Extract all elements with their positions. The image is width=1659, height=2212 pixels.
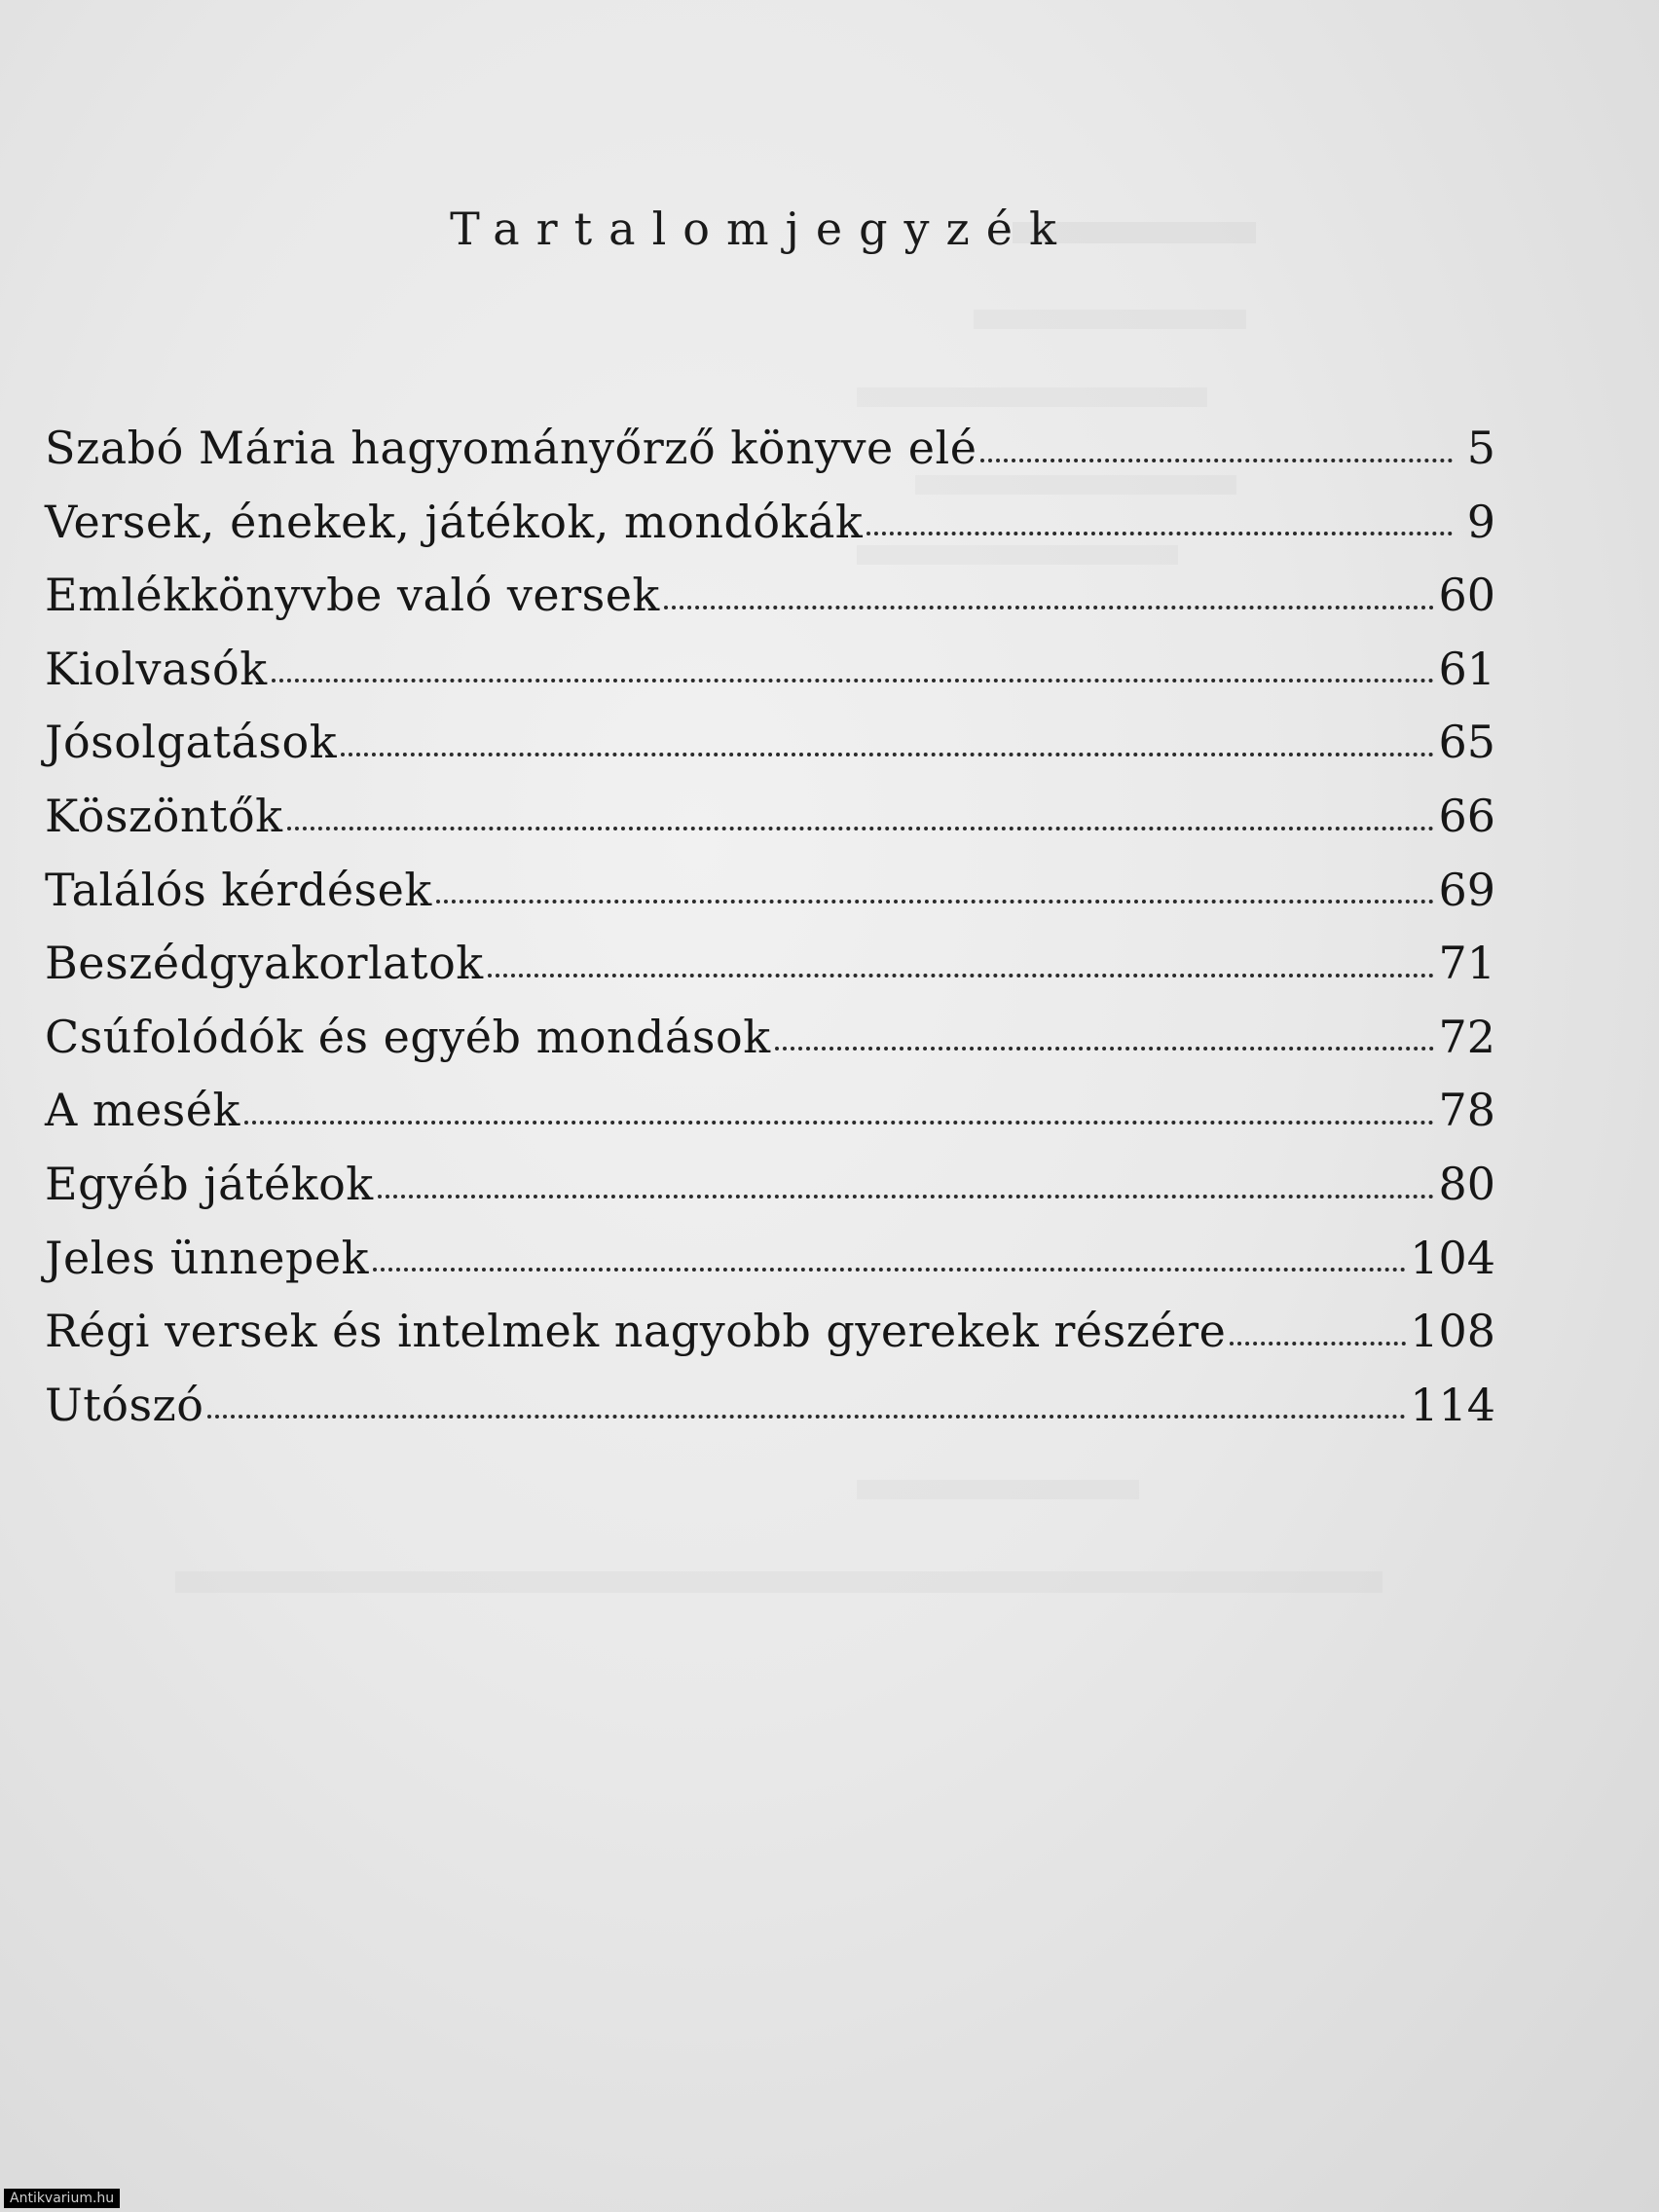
toc-entry-label: Jósolgatások <box>45 716 338 769</box>
toc-entry-page: 72 <box>1438 1010 1495 1063</box>
dot-leader <box>488 974 1435 977</box>
dot-leader <box>436 900 1435 903</box>
toc-entry <box>45 412 1495 486</box>
toc-entry-page: 104 <box>1410 1231 1495 1284</box>
toc-entry-page: 78 <box>1438 1084 1495 1137</box>
toc-entry-label: Versek, énekek, játékok, mondókák <box>45 495 864 548</box>
dot-leader <box>272 679 1435 682</box>
toc-entry-label: Utószó <box>45 1378 204 1431</box>
toc-entry-label: Köszöntők <box>45 789 283 842</box>
dot-leader <box>378 1195 1435 1198</box>
toc-entry-label: Kiolvasók <box>45 642 268 695</box>
toc-entry-page: 60 <box>1438 569 1495 622</box>
toc-entry <box>45 854 1495 928</box>
toc-entry-label: Egyéb játékok <box>45 1157 374 1210</box>
toc-entry <box>45 1074 1495 1148</box>
toc-entry <box>45 559 1495 633</box>
toc-entry-label: Emlékkönyvbe való versek <box>45 569 660 622</box>
dot-leader <box>1230 1342 1406 1346</box>
toc-entry-label: Csúfolódók és egyéb mondások <box>45 1010 771 1063</box>
toc-entry-page: 69 <box>1438 863 1495 916</box>
toc-entry-label: A mesék <box>45 1084 240 1137</box>
toc-entry <box>45 633 1495 707</box>
toc-entry-page: 61 <box>1438 642 1495 695</box>
toc-entry-page: 9 <box>1466 495 1495 548</box>
toc-entry-label: Szabó Mária hagyományőrző könyve elé <box>45 422 977 474</box>
toc-entry-page: 5 <box>1466 422 1495 474</box>
toc-entry-page: 108 <box>1410 1305 1495 1358</box>
page-title: Tartalomjegyzék <box>450 203 1073 255</box>
dot-leader <box>775 1047 1435 1051</box>
toc-entry-page: 65 <box>1438 716 1495 769</box>
dot-leader <box>373 1268 1406 1272</box>
toc-entry <box>45 1148 1495 1222</box>
toc-entry <box>45 486 1495 560</box>
dot-leader <box>866 532 1453 535</box>
toc-entry-label: Régi versek és intelmek nagyobb gyerekek részére <box>45 1305 1227 1358</box>
watermark-label: Antikvarium.hu <box>4 2189 120 2208</box>
dot-leader <box>287 827 1435 830</box>
dot-leader <box>244 1121 1435 1124</box>
toc-entry-label: Találós kérdések <box>45 863 432 916</box>
toc-entry <box>45 1001 1495 1075</box>
dot-leader <box>207 1415 1406 1419</box>
toc-entry-page: 71 <box>1438 937 1495 990</box>
toc-entry <box>45 706 1495 780</box>
toc-entry-label: Jeles ünnepek <box>45 1231 369 1284</box>
toc-entry-page: 80 <box>1438 1157 1495 1210</box>
toc-entry-label: Beszédgyakorlatok <box>45 937 484 990</box>
toc-entry <box>45 927 1495 1001</box>
toc-entry-page: 114 <box>1410 1378 1495 1431</box>
dot-leader <box>980 459 1453 462</box>
toc-entry-page: 66 <box>1438 789 1495 842</box>
dot-leader <box>664 606 1435 609</box>
table-of-contents <box>45 412 1495 1442</box>
toc-entry <box>45 1295 1495 1369</box>
toc-entry <box>45 1222 1495 1296</box>
toc-entry <box>45 1369 1495 1443</box>
toc-entry <box>45 780 1495 854</box>
dot-leader <box>341 753 1434 756</box>
